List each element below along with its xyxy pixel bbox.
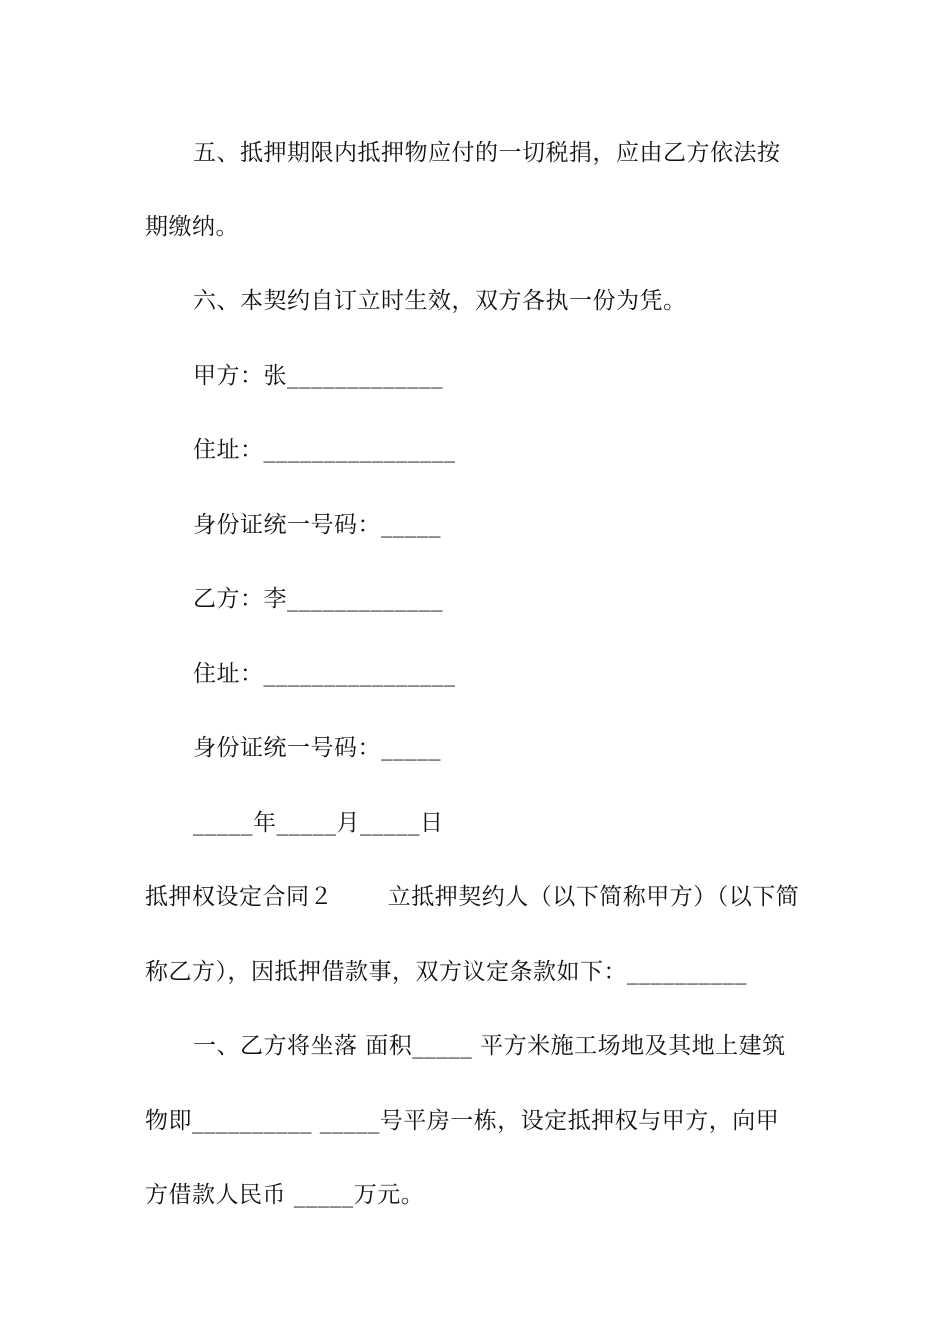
party-a-id-number: 身份证统一号码：_____ xyxy=(193,512,441,538)
contract-2-intro-line: 称乙方），因抵押借款事，双方议定条款如下：__________ xyxy=(145,959,747,985)
clause-6: 六、本契约自订立时生效，双方各执一份为凭。 xyxy=(193,288,687,314)
contract-2-clause-1-line-2: 物即__________ _____号平房一栋，设定抵押权与甲方，向甲 xyxy=(145,1108,780,1134)
party-a-address: 住址：________________ xyxy=(193,437,456,463)
signing-date: _____年_____月_____日 xyxy=(193,810,444,836)
contract-2-clause-1-line-3: 方借款人民币 _____万元。 xyxy=(145,1182,425,1208)
clause-5-line-1: 五、抵押期限内抵押物应付的一切税捐，应由乙方依法按 xyxy=(193,140,781,166)
clause-5-line-2: 期缴纳。 xyxy=(145,214,239,240)
party-b-address: 住址：________________ xyxy=(193,661,456,687)
contract-2-heading-line: 抵押权设定合同２ 立抵押契约人（以下简称甲方）（以下简 xyxy=(145,884,800,910)
party-b-id-number: 身份证统一号码：_____ xyxy=(193,735,441,761)
party-a-name: 甲方：张_____________ xyxy=(193,363,443,389)
party-b-name: 乙方：李_____________ xyxy=(193,586,443,612)
contract-2-clause-1-line-1: 一、乙方将坐落 面积_____ 平方米施工场地及其地上建筑 xyxy=(193,1033,786,1059)
